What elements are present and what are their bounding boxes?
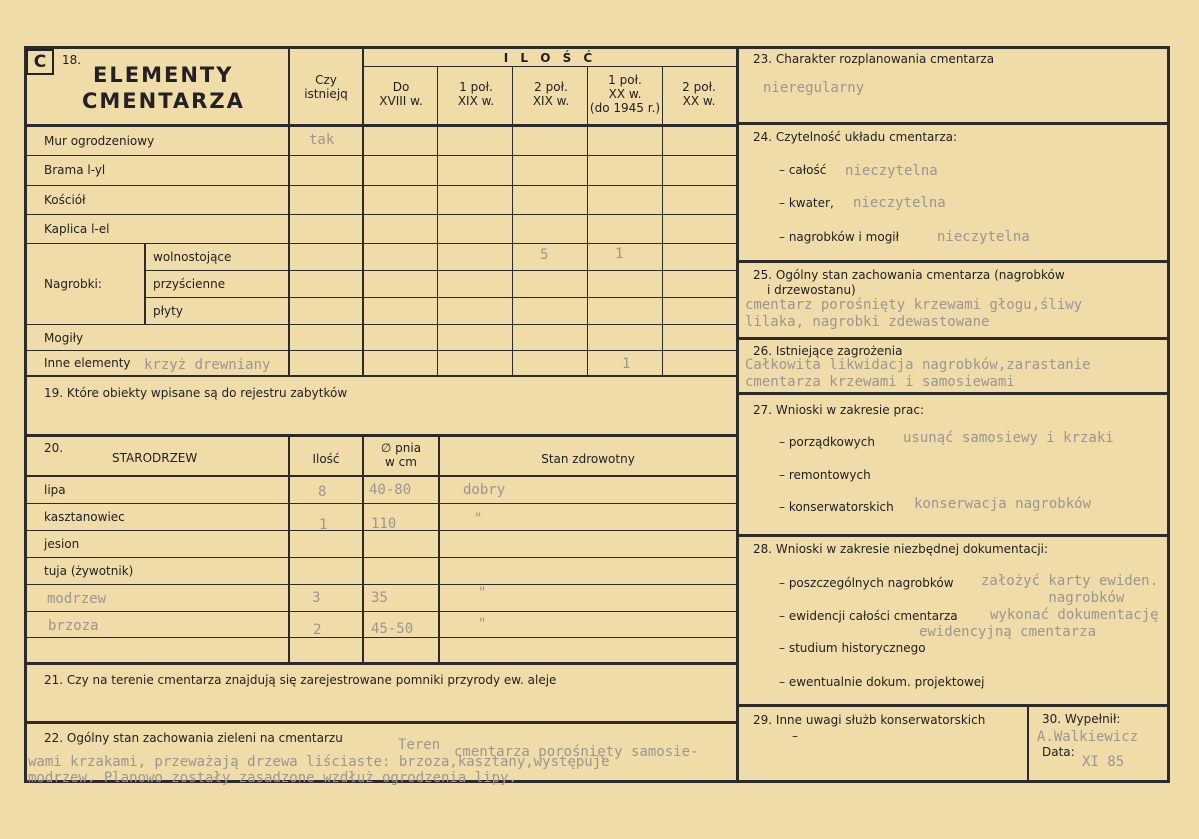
s20-row-line (27, 611, 736, 612)
s30-typed-date: XI 85 (1082, 754, 1125, 770)
row-mogily: Mogiły (44, 331, 84, 345)
s20-r1-ilosc: 1 (319, 517, 328, 533)
s30-typed-name: A.Walkiewicz (1037, 729, 1139, 745)
s18-col-exists: Czy istniejq (304, 73, 348, 101)
s22-typed-line2: wami krzakami, przeważają drzewa liściaste: brzoza,kasztany,występuje (28, 754, 610, 770)
row-kosciol: Kościół (44, 193, 86, 207)
s18-row-line (27, 324, 736, 325)
s18-row-line (27, 243, 736, 244)
s20-r1-pnia: 110 (371, 516, 397, 532)
s20-row-tuja: tuja (żywotnik) (44, 564, 134, 578)
s18-row-line (27, 350, 736, 351)
s24-calosc: – całość (779, 163, 827, 177)
s21-bottom-line (24, 721, 738, 724)
s20-col-stan: Stan zdrowotny (541, 452, 635, 466)
row-przys: przyścienne (153, 277, 226, 291)
s24-nagrobkow-typed: nieczytelna (937, 229, 1030, 245)
s24-calosc-typed: nieczytelna (845, 163, 938, 179)
s28-ewid-typed-1: wykonać dokumentację (990, 607, 1159, 623)
s20-row-line (27, 584, 736, 585)
s25-label-line1: 25. Ogólny stan zachowania cmentarza (nagrobków (753, 268, 1065, 282)
s22-label: 22. Ogólny stan zachowania zieleni na cmentarzu (44, 731, 343, 745)
s20-row-line (27, 557, 736, 558)
s18-row-line (27, 185, 736, 186)
row-nagrobki: Nagrobki: (44, 277, 102, 291)
s20-r5-name: brzoza (48, 618, 99, 634)
s20-header-line (24, 475, 738, 477)
s20-r1-stan: " (474, 511, 483, 527)
s27-porz-typed: usunąć samosiewy i krzaki (903, 430, 1114, 446)
s20-r4-name: modrzew (47, 591, 107, 607)
s27-bottom-line (738, 534, 1170, 537)
s18-vline-3 (437, 66, 438, 376)
s20-row-jesion: jesion (44, 537, 80, 551)
s18-header-line (24, 124, 736, 127)
typed-mur-exists: tak (309, 132, 335, 148)
s18-ilosc-header: I L O Ś Ć (503, 51, 597, 65)
s27-kons-typed: konserwacja nagrobków (914, 496, 1092, 512)
s23-label: 23. Charakter rozplanowania cmentarza (753, 52, 995, 66)
s20-col-ilosc: Ilość (312, 452, 340, 466)
s28-stud: – studium historycznego (779, 641, 926, 655)
s29-label: 29. Inne uwagi służb konserwatorskich (753, 713, 986, 727)
s22-typed-b: cmentarza porośnięty samosie- (454, 744, 699, 760)
s18-vline-4 (512, 66, 513, 376)
typed-inne-desc: krzyż drewniany (144, 357, 271, 373)
row-brama: Brama l-yl (44, 163, 106, 177)
s24-bottom-line (738, 260, 1170, 263)
s18-bottom-line (24, 375, 738, 377)
s20-r0-pnia: 40-80 (369, 482, 412, 498)
row-wolno: wolnostojące (153, 250, 232, 264)
s20-row-lipa: lipa (44, 483, 66, 497)
s18-vline-6 (662, 66, 663, 376)
s18-row-line (27, 155, 736, 156)
s28-ewent: – ewentualnie dokum. projektowej (779, 675, 985, 689)
s28-posz-typed: założyć karty ewiden. nagrobków (981, 573, 1159, 606)
s20-r4-pnia: 35 (371, 590, 388, 606)
typed-wolno-1pol-xx: 1 (615, 246, 624, 262)
s20-r4-ilosc: 3 (312, 590, 321, 606)
s18-vline-5 (587, 66, 588, 376)
s28-bottom-line (738, 704, 1170, 707)
s18-ilosc-underline (364, 66, 736, 67)
s22-typed-a: Teren (398, 737, 441, 753)
s22-typed-line3: modrzew. Planowo zostały zasadzone wzdłuż ogrodzenia lipy. (28, 770, 517, 786)
s24-kwater-typed: nieczytelna (853, 195, 946, 211)
s28-label: 28. Wnioski w zakresie niezbędnej dokumentacji: (753, 542, 1049, 556)
s26-typed: Całkowita likwidacja nagrobków,zarastanie cmentarza krzewami i samosiewami (745, 357, 1091, 390)
s18-period-2: 2 poł. XIX w. (532, 80, 570, 108)
s29-dash: – (792, 729, 798, 743)
s20-r0-ilosc: 8 (318, 484, 327, 500)
s18-period-0: Do XVIII w. (379, 80, 423, 108)
s28-posz: – poszczególnych nagrobków (779, 576, 954, 590)
frame-top (24, 46, 1170, 49)
s20-r5-stan: " (478, 616, 487, 632)
frame-left (24, 46, 27, 782)
row-inne: Inne elementy (44, 356, 131, 370)
s23-typed: nieregularny (763, 80, 865, 96)
s20-row-line (27, 503, 736, 504)
s19-label: 19. Które obiekty wpisane są do rejestru zabytków (44, 386, 348, 400)
s20-vline-3 (438, 436, 440, 663)
s25-typed: cmentarz porośnięty krzewami głogu,śliwy lilaka, nagrobki zdewastowane (745, 297, 1083, 330)
s21-label: 21. Czy na terenie cmentarza znajdują się zarejestrowane pomniki przyrody ew. aleje (44, 673, 557, 687)
s27-kons: – konserwatorskich (779, 500, 894, 514)
s20-col-pnia: ∅ pnia w cm (380, 441, 422, 469)
s25-bottom-line (738, 337, 1170, 340)
s18-number: 18. (62, 53, 82, 67)
row-plyty: płyty (153, 304, 183, 318)
s20-vline-2 (362, 436, 364, 663)
s20-bottom-line (24, 662, 738, 665)
s18-period-1: 1 poł. XIX w. (457, 80, 495, 108)
s28-ewid: – ewidencji całości cmentarza (779, 609, 958, 623)
s20-r0-stan: dobry (463, 482, 506, 498)
typed-inne-1pol-xx: 1 (622, 356, 631, 372)
s30-label: 30. Wypełnił: (1042, 712, 1121, 726)
row-kaplica: Kaplica l-el (44, 222, 110, 236)
s20-row-line (27, 637, 736, 638)
s18-vline-1 (288, 46, 290, 376)
s20-row-kasztanowiec: kasztanowiec (44, 510, 125, 524)
s27-rem: – remontowych (779, 468, 871, 482)
s18-nagrobki-vline (144, 243, 146, 325)
s27-label: 27. Wnioski w zakresie prac: (753, 403, 925, 417)
s28-ewid-typed-2: ewidencyjną cmentarza (919, 624, 1097, 640)
s20-r5-pnia: 45-50 (371, 621, 414, 637)
typed-wolno-2pol-xix: 5 (540, 247, 549, 263)
s20-vline-1 (288, 436, 290, 663)
row-mur: Mur ogrodzeniowy (44, 134, 155, 148)
s23-bottom-line (738, 122, 1170, 125)
s18-vline-2 (362, 46, 364, 376)
s30-data-label: Data: (1042, 745, 1075, 759)
s19-bottom-line (24, 434, 738, 437)
s20-title: STARODRZEW (112, 451, 198, 465)
s18-row-line (146, 297, 736, 298)
s20-r4-stan: " (478, 585, 487, 601)
s26-bottom-line (738, 392, 1170, 395)
s27-porz: – porządkowych (779, 435, 875, 449)
s18-row-line (27, 214, 736, 215)
s18-period-4: 2 poł. XX w. (682, 80, 716, 108)
s24-label: 24. Czytelność układu cmentarza: (753, 130, 958, 144)
s29-s30-divider (1027, 704, 1029, 782)
panel-divider (736, 46, 739, 782)
s20-number: 20. (44, 441, 64, 455)
s26-label: 26. Istniejące zagrożenia (753, 344, 903, 358)
s18-period-3: 1 poł. XX w. (do 1945 r.) (589, 73, 661, 115)
s18-row-line (146, 270, 736, 271)
s24-nagrobkow: – nagrobków i mogił (779, 230, 900, 244)
s24-kwater: – kwater, (779, 196, 834, 210)
s18-title-line2: CMENTARZA (82, 89, 245, 113)
section-letter-box: C (26, 49, 54, 75)
s20-r5-ilosc: 2 (313, 622, 322, 638)
frame-right (1167, 46, 1170, 782)
s18-title-line1: ELEMENTY (93, 63, 234, 87)
s25-label-line2: i drzewostanu) (767, 283, 856, 297)
